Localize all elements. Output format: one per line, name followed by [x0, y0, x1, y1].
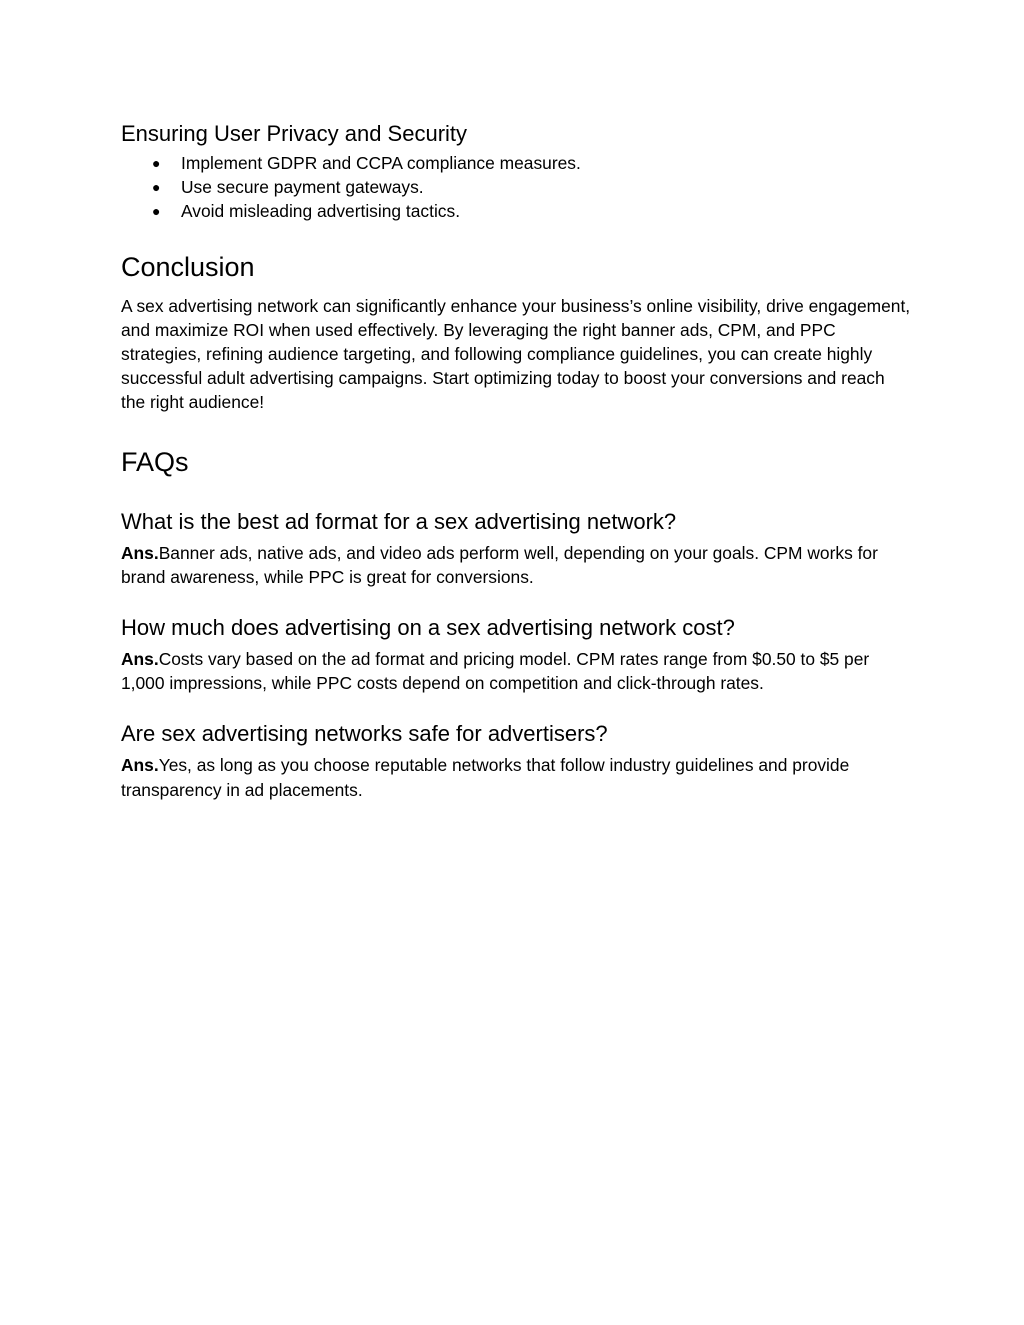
answer-text: Banner ads, native ads, and video ads perform well, depending on your goals. CPM works for brand awareness, while PPC is great for conversions. [121, 542, 878, 587]
faq-item [121, 507, 911, 589]
answer-text: Yes, as long as you choose reputable networks that follow industry guidelines and provide transparency in ad placements. [121, 755, 850, 800]
answer-text: Costs vary based on the ad format and pricing model. CPM rates range from $0.50 to $5 per 1,000 impressions, while PPC costs depend on competition and click-through rates. [121, 649, 870, 694]
list-item [121, 151, 911, 175]
list-item [121, 175, 911, 199]
faq-answer [121, 753, 911, 801]
list-item-text: Use secure payment gateways. [181, 177, 424, 198]
answer-label: Ans. [121, 755, 159, 776]
faq-answer [121, 647, 911, 695]
privacy-list [121, 151, 911, 224]
conclusion-paragraph: A sex advertising network can significantly enhance your business’s online visibility, drive engagement, and maximize ROI when used effectively. By leveraging the right banner ads, CPM, and PPC strategies, refining audience targeting, and following compliance guidelines, you can create highly successful adult advertising campaigns. Start optimizing today to boost your conversions and reach the right audience! [121, 295, 911, 413]
document-page [121, 119, 911, 802]
faq-question: What is the best ad format for a sex advertising network? [121, 508, 677, 534]
faq-question: Are sex advertising networks safe for advertisers? [121, 721, 608, 747]
bullet-icon: ● [152, 203, 161, 220]
answer-label: Ans. [121, 542, 159, 563]
privacy-heading: Ensuring User Privacy and Security [121, 121, 468, 146]
faq-item [121, 719, 911, 801]
conclusion-heading: Conclusion [121, 251, 255, 282]
faq-list [121, 507, 911, 802]
faq-item [121, 613, 911, 695]
list-item-text: Implement GDPR and CCPA compliance measures. [181, 153, 581, 173]
list-item [121, 199, 911, 223]
bullet-icon: ● [152, 155, 161, 171]
faqs-heading: FAQs [121, 446, 189, 477]
faq-answer [121, 541, 911, 589]
list-item-text: Avoid misleading advertising tactics. [181, 201, 461, 222]
answer-label: Ans. [121, 649, 159, 670]
bullet-icon: ● [152, 179, 161, 196]
faq-question: How much does advertising on a sex advertising network cost? [121, 615, 735, 641]
